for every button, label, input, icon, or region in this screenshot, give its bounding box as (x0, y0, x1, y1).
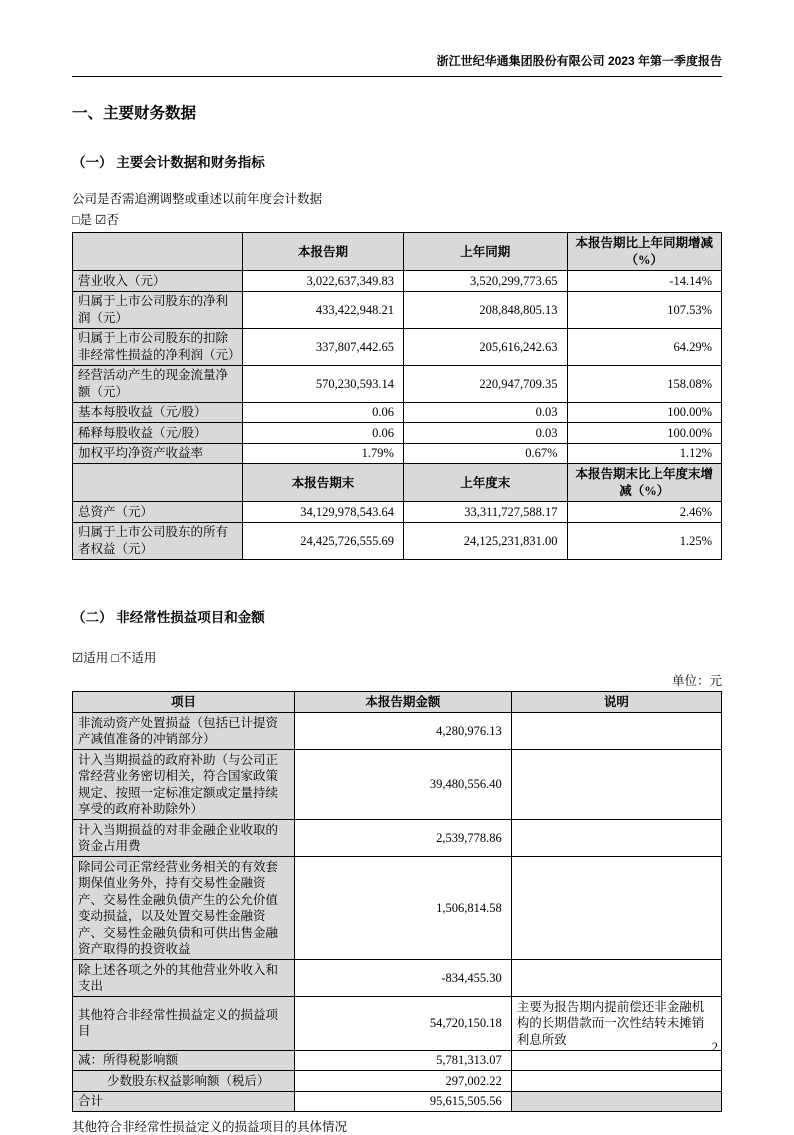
table1-header-prior-period: 上年同期 (403, 233, 567, 271)
table1-header-row-2 (73, 464, 722, 502)
applicability-line: ☑适用 □不适用 (72, 650, 157, 665)
note-text (511, 820, 721, 857)
current-period-value: 1.79% (243, 443, 404, 464)
note-text (511, 713, 721, 750)
amount-value: 297,002.22 (294, 1071, 511, 1092)
table-row (73, 820, 722, 857)
amount-value: 2,539,778.86 (294, 820, 511, 857)
table2-header-note: 说明 (511, 691, 721, 713)
note-text: 主要为报告期内提前偿还非金融机构的长期借款而一次性结转未摊销利息所致 (511, 997, 721, 1051)
row-label: 加权平均净资产收益率 (73, 443, 243, 464)
key-financials-table (72, 232, 722, 560)
item-label: 除同公司正常经营业务相关的有效套期保值业务外，持有交易性金融资产、交易性金融负债产生的公允价值变动损益，以及处置交易性金融资产、交易性金融负债和可供出售金融资产取得的投资收益 (73, 857, 295, 960)
change-value: 158.08% (567, 365, 721, 402)
table2-header-row (73, 691, 722, 713)
current-period-value: 3,022,637,349.83 (243, 271, 404, 292)
page-number: 2 (711, 1040, 718, 1054)
prior-period-value: 208,848,805.13 (403, 291, 567, 328)
restatement-answer: □是 ☑否 (72, 213, 119, 228)
table-row (73, 857, 722, 960)
table2-header-amount: 本报告期金额 (294, 691, 511, 713)
item-label: 其他符合非经常性损益定义的损益项目 (73, 997, 295, 1051)
prior-period-value: 0.03 (403, 402, 567, 423)
section-title-main: 一、主要财务数据 (72, 104, 197, 122)
section-title-sub1: （一） 主要会计数据和财务指标 (72, 154, 265, 170)
table-row (73, 402, 722, 423)
row-label: 基本每股收益（元/股） (73, 402, 243, 423)
change-value: 2.46% (567, 502, 721, 523)
current-period-value: 337,807,442.65 (243, 328, 404, 365)
prior-period-value: 220,947,709.35 (403, 365, 567, 402)
change-value: 107.53% (567, 291, 721, 328)
prior-period-value: 24,125,231,831.00 (403, 522, 567, 559)
note-text (511, 1050, 721, 1071)
row-label: 归属于上市公司股东的扣除非经常性损益的净利润（元） (73, 328, 243, 365)
row-label: 营业收入（元） (73, 271, 243, 292)
table-row (73, 750, 722, 820)
current-period-value: 570,230,593.14 (243, 365, 404, 402)
prior-period-value: 3,520,299,773.65 (403, 271, 567, 292)
change-value: 100.00% (567, 402, 721, 423)
table1-header-prior-year-end: 上年度末 (403, 464, 567, 502)
restatement-question: 公司是否需追溯调整或重述以前年度会计数据 (72, 191, 323, 206)
table1-header-current-period: 本报告期 (243, 233, 404, 271)
current-period-value: 0.06 (243, 402, 404, 423)
note-text (511, 1091, 721, 1112)
table-row (73, 1071, 722, 1092)
section-title-sub2: （二） 非经常性损益项目和金额 (72, 609, 265, 625)
table-row (73, 713, 722, 750)
change-value: 1.12% (567, 443, 721, 464)
table2-header-item: 项目 (73, 691, 295, 713)
change-value: 100.00% (567, 423, 721, 444)
prior-period-value: 0.67% (403, 443, 567, 464)
note-text (511, 857, 721, 960)
row-label: 归属于上市公司股东的所有者权益（元） (73, 522, 243, 559)
table1-header-change: 本报告期比上年同期增减（%） (567, 233, 721, 271)
note-text (511, 750, 721, 820)
current-period-value: 0.06 (243, 423, 404, 444)
prior-period-value: 0.03 (403, 423, 567, 444)
item-label: 减：所得税影响额 (73, 1050, 295, 1071)
amount-value: 54,720,150.18 (294, 997, 511, 1051)
table-row (73, 960, 722, 997)
item-label: 计入当期损益的政府补助（与公司正常经营业务密切相关，符合国家政策规定、按照一定标准定额或定量持续享受的政府补助除外） (73, 750, 295, 820)
item-label: 少数股东权益影响额（税后） (73, 1071, 295, 1092)
note-text (511, 1071, 721, 1092)
item-label: 除上述各项之外的其他营业外收入和支出 (73, 960, 295, 997)
row-label: 归属于上市公司股东的净利润（元） (73, 291, 243, 328)
table-row (73, 291, 722, 328)
non-recurring-items-table (72, 691, 722, 1113)
table-row (73, 1050, 722, 1071)
table-row (73, 522, 722, 559)
amount-value: -834,455.30 (294, 960, 511, 997)
table-row (73, 997, 722, 1051)
table-row (73, 365, 722, 402)
item-label: 非流动资产处置损益（包括已计提资产减值准备的冲销部分） (73, 713, 295, 750)
current-period-value: 34,129,978,543.64 (243, 502, 404, 523)
row-label: 经营活动产生的现金流量净额（元） (73, 365, 243, 402)
table-row (73, 502, 722, 523)
current-period-value: 433,422,948.21 (243, 291, 404, 328)
report-header-title: 浙江世纪华通集团股份有限公司 2023 年第一季度报告 (72, 0, 722, 77)
row-label: 稀释每股收益（元/股） (73, 423, 243, 444)
change-value: 64.29% (567, 328, 721, 365)
item-label: 合计 (73, 1091, 295, 1112)
table1-header-period-end: 本报告期末 (243, 464, 404, 502)
table-row-total (73, 1091, 722, 1112)
table-row (73, 271, 722, 292)
footnote: 其他符合非经常性损益定义的损益项目的具体情况 (72, 1120, 348, 1135)
row-label: 总资产（元） (73, 502, 243, 523)
note-text (511, 960, 721, 997)
table-row (73, 328, 722, 365)
change-value: 1.25% (567, 522, 721, 559)
amount-value: 4,280,976.13 (294, 713, 511, 750)
table-row (73, 423, 722, 444)
amount-value: 95,615,505.56 (294, 1091, 511, 1112)
table-row (73, 443, 722, 464)
prior-period-value: 33,311,727,588.17 (403, 502, 567, 523)
item-label: 计入当期损益的对非金融企业收取的资金占用费 (73, 820, 295, 857)
change-value: -14.14% (567, 271, 721, 292)
table1-header-blank (73, 233, 243, 271)
amount-value: 1,506,814.58 (294, 857, 511, 960)
amount-value: 39,480,556.40 (294, 750, 511, 820)
table1-header-row-1 (73, 233, 722, 271)
prior-period-value: 205,616,242.63 (403, 328, 567, 365)
table1-header-change-end: 本报告期末比上年度末增减（%） (567, 464, 721, 502)
table1-header-blank (73, 464, 243, 502)
unit-label: 单位：元 (671, 673, 722, 688)
amount-value: 5,781,313.07 (294, 1050, 511, 1071)
current-period-value: 24,425,726,555.69 (243, 522, 404, 559)
